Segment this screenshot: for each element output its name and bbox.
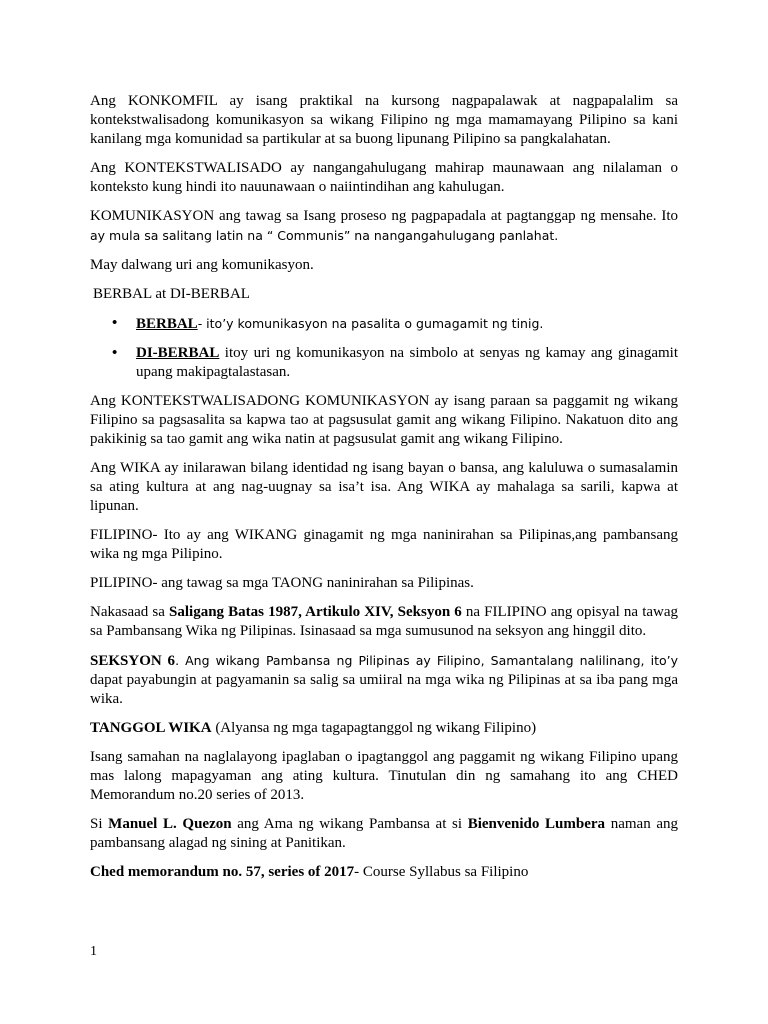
bullet-marker: • (112, 315, 118, 331)
paragraph-konkomfil: Ang KONKOMFIL ay isang praktikal na kursong nagpapalawak at nagpapalalim sa kontekstwalisadong komunikasyon sa wikang Filipino ng mga mamamayang Pilipino sa kani kanilang mga komunidad sa partikular at sa buong lipunang Pilipino sa pangkalahatan. (90, 93, 678, 147)
term-di-berbal: DI-BERBAL (136, 345, 220, 361)
paragraph-ched-memo (90, 863, 678, 882)
saligang-intro: Nakasaad sa (90, 604, 170, 620)
quezon-rest: naman ang pambansang alagad ng sining at Panitikan. (90, 816, 679, 851)
paragraph-dalwang-uri: May dalwang uri ang komunikasyon. (90, 257, 314, 273)
list-item-berbal (90, 314, 678, 334)
quezon-name: Manuel L. Quezon (108, 816, 232, 832)
komunikasyon-text: KOMUNIKASYON ang tawag sa Isang proseso ng pagpapadala at pagtanggap ng mensahe. Ito (90, 208, 678, 224)
paragraph-wika (90, 459, 678, 516)
paragraph-seksyon-6 (90, 651, 678, 709)
paragraph-berbal-di-berbal: BERBAL at DI-BERBAL (93, 286, 250, 302)
page-number: 1 (90, 944, 97, 959)
paragraph-kontekstwalisadong-komunikasyon: Ang KONTEKSTWALISADONG KOMUNIKASYON ay isang paraan sa paggamit ng wikang Filipino sa pagsasalita sa kapwa tao at pagsusulat gamit ang wikang Filipino. Nakatuon dito ang pakikinig sa tao gamit ang wika natin at pagsusulat gamit ang wikang Filipino. (90, 393, 678, 447)
list-item-di-berbal (90, 344, 678, 382)
communication-types-list (90, 314, 678, 382)
document-body (90, 92, 678, 892)
paragraph-quezon (90, 815, 678, 853)
paragraph-komunikasyon (90, 207, 678, 246)
term-berbal: BERBAL (136, 316, 198, 332)
wika-text-cont: . Ang WIKA ay mahalaga sa sarili, kapwa at lipunan. (90, 479, 679, 514)
lumbera-name: Bienvenido Lumbera (467, 816, 606, 832)
paragraph-kontekstwalisado: Ang KONTEKSTWALISADO ay nangangahulugang mahirap maunawaan ang nilalaman o konteksto kung hindi ito nauunawaan o naiintindihan ang kahulugan. (90, 160, 678, 195)
ched-memo-ref: Ched memorandum no. 57, series of 2017 (90, 864, 355, 880)
bullet-marker: • (112, 345, 118, 361)
tanggol-wika-heading: TANGGOL WIKA (90, 720, 212, 736)
paragraph-tanggol-wika (90, 719, 678, 738)
ched-memo-desc: - Course Syllabus sa Filipino (354, 864, 529, 880)
quezon-intro: Si (90, 816, 109, 832)
quezon-mid: ang Ama ng wikang Pambansa at si (231, 816, 468, 832)
paragraph-saligang-batas (90, 603, 678, 641)
saligang-rest: na FILIPINO ang opisyal na tawag sa Pambansang Wika ng Pilipinas. Isinasaad sa mga sumusunod na seksyon ang hinggil dito. (90, 604, 679, 639)
definition-berbal: - ito’y komunikasyon na pasalita o gumagamit ng tinig. (197, 316, 544, 331)
paragraph-samahan: Isang samahan na naglalayong ipaglaban o ipagtanggol ang paggamit ng wikang Filipino upang mas lalong mapagyaman ang ating kultura. Tinutulan din ng samahang ito ang CHED Memorandum no.20 series of 2013. (90, 749, 678, 803)
communis-text: ay mula sa salitang latin na “ Communis” na nangangahulugang panlahat. (90, 228, 559, 243)
seksyon-heading: SEKSYON 6 (90, 653, 176, 669)
paragraph-pilipino: PILIPINO- ang tawag sa mga TAONG naninirahan sa Pilipinas. (90, 575, 474, 591)
wika-text: Ang WIKA ay inilarawan bilang identidad ng isang bayan o bansa, ang kaluluwa o sumasalamin sa ating kultura at ang nag-uugnay sa isa’t isa (90, 460, 678, 495)
paragraph-filipino: FILIPINO- Ito ay ang WIKANG ginagamit ng mga naninirahan sa Pilipinas,ang pambansang wika ng mga Pilipino. (90, 527, 678, 562)
seksyon-text-cont: dapat payabungin at pagyamanin sa salig sa umiiral na mga wika ng Pilipinas at sa iba pang mga wika. (90, 672, 678, 707)
saligang-batas-ref: Saligang Batas 1987, Artikulo XIV, Seksyon 6 (169, 604, 462, 620)
definition-di-berbal: itoy uri ng komunikasyon na simbolo at senyas ng kamay ang ginagamit upang makipagtalastasan. (136, 345, 678, 380)
seksyon-text: . Ang wikang Pambansa ng Pilipinas ay Filipino, Samantalang nalilinang, ito’y (175, 653, 678, 668)
tanggol-wika-desc: (Alyansa ng mga tagapagtanggol ng wikang Filipino) (211, 720, 537, 736)
